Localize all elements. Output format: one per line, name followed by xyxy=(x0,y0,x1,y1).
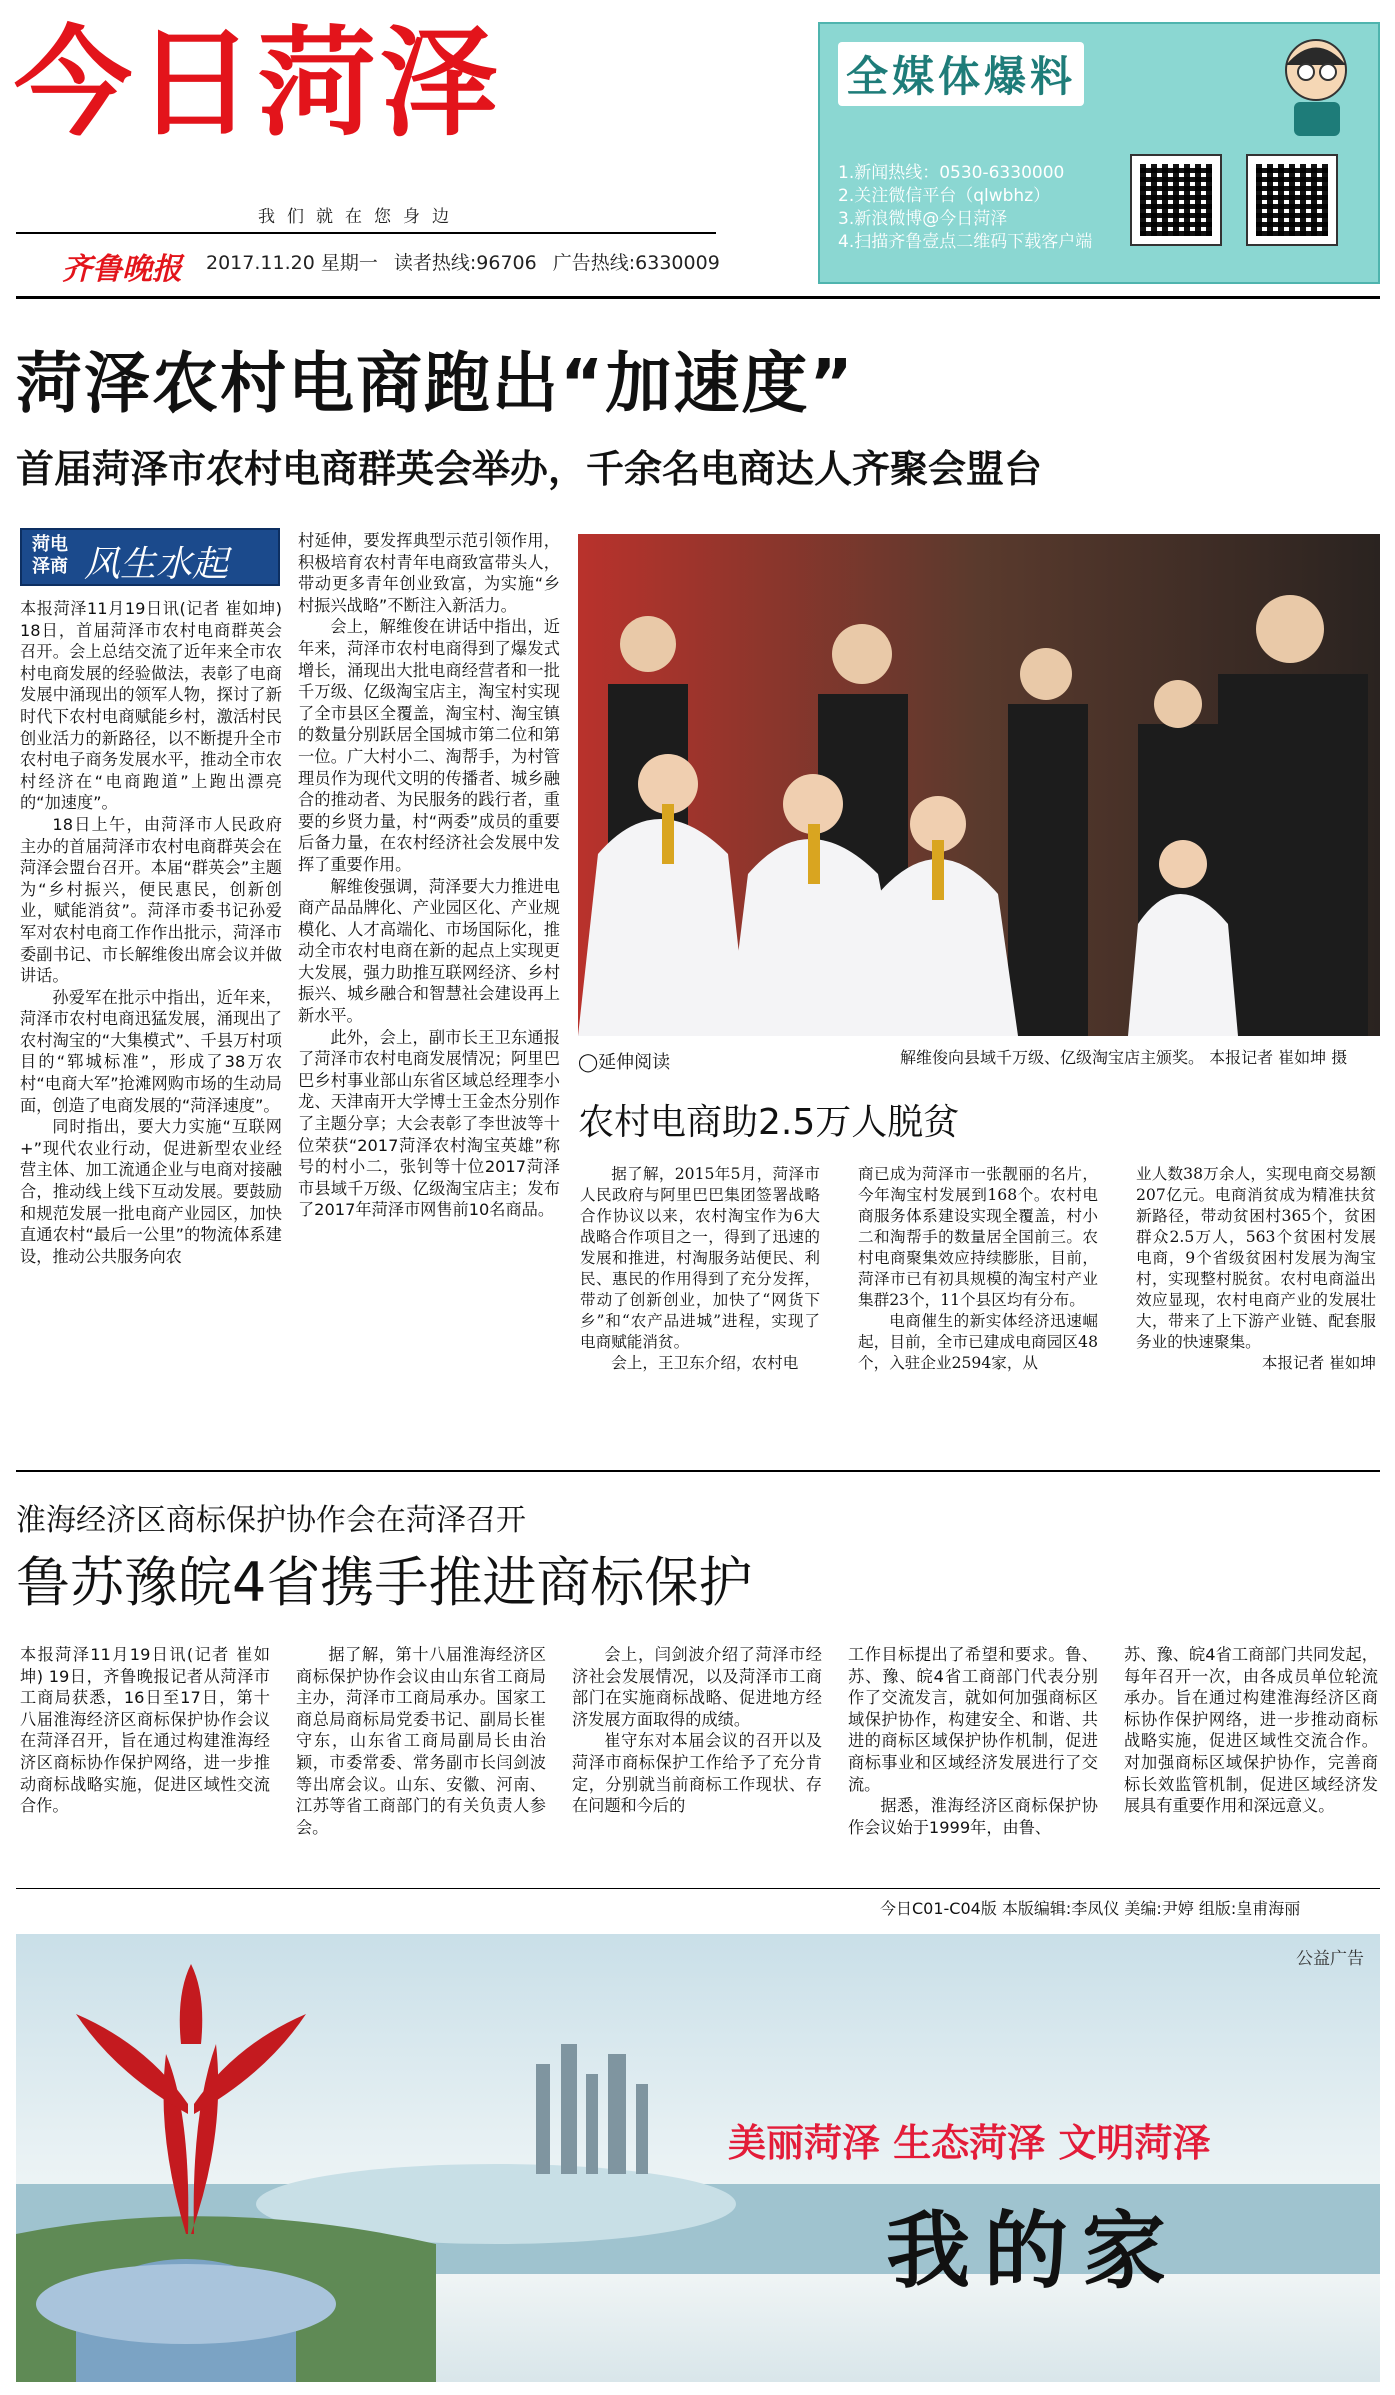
mascot-icon xyxy=(1266,30,1366,140)
paragraph: 据悉，淮海经济区商标保护协作会议始于1999年，由鲁、 xyxy=(848,1796,1098,1837)
side-headline: 农村电商助2.5万人脱贫 xyxy=(578,1102,960,1143)
award-photo xyxy=(578,534,1380,1036)
lead-column-1 xyxy=(20,598,282,1267)
paragraph: 业人数38万余人，实现电商交易额207亿元。电商消贫成为精准扶贫新路径，带动贫困村365个，贫困群众2.5万人，563个贫困村发展电商，9个省级贫困村发展为淘宝村，实现整村脱贫。农村电商溢出效应显现，农村电商产业的发展壮大，带来了上下游产业链、配套服务业的快速聚集。 xyxy=(1136,1165,1376,1351)
media-line: 2.关注微信平台（qlwbhz） xyxy=(838,186,1051,206)
paragraph: 此外，会上，副市长王卫东通报了菏泽市农村电商发展情况；阿里巴巴乡村事业部山东省区域总经理李小龙、天津南开大学博士王金杰分别作了主题分享；大会表彰了李世波等十位荣获“2017菏泽农村淘宝英雄”称号的村小二，张钊等十位2017菏泽市县域千万级、亿级淘宝店主；发布了2017年菏泽市网售前10名商品。 xyxy=(298,1027,560,1220)
award-ceremony-image xyxy=(578,534,1380,1036)
second-column-3 xyxy=(572,1644,822,1817)
reader-hotline: 读者热线:96706 xyxy=(393,252,537,274)
media-box xyxy=(818,22,1380,284)
public-service-ad xyxy=(16,1934,1380,2382)
side-column-3 xyxy=(1136,1164,1376,1374)
mid-divider xyxy=(16,1470,1380,1472)
paragraph: 苏、豫、皖4省工商部门共同发起，每年召开一次，由各成员单位轮流承办。旨在通过构建淮海经济区商标协作保护网络，进一步推动商标战略实施，促进区域性交流合作。对加强商标区域保护协作，完善商标长效监管机制，促进区域经济发展具有重要作用和深远意义。 xyxy=(1124,1645,1378,1816)
qr-code-icon xyxy=(1130,154,1222,246)
paragraph: 据了解，第十八届淮海经济区商标保护协作会议由山东省工商局主办，菏泽市工商局承办。国家工商总局商标局党委书记、副局长崔守东，山东省工商局副局长由治颖，市委常委、常务副市长闫剑波等出席会议。山东、安徽、河南、江苏等省工商部门的有关负责人参会。 xyxy=(296,1645,546,1837)
ad-home-text: 我的家 xyxy=(886,2201,1181,2300)
issue-line xyxy=(206,248,720,275)
second-column-2 xyxy=(296,1644,546,1838)
media-box-lines xyxy=(838,162,1092,254)
masthead-rule xyxy=(16,232,716,234)
extended-reading-label xyxy=(578,1048,670,1074)
credits-divider xyxy=(16,1888,1380,1889)
paragraph: 18日上午，由菏泽市人民政府主办的首届菏泽市农村电商群英会在菏泽会盟台召开。本届“群英会”主题为“乡村振兴，便民惠民，创新创业，赋能消贫”。菏泽市委书记孙爱军对农村电商工作作出批示，菏泽市委副书记、市长解维俊出席会议并做讲话。 xyxy=(20,814,282,986)
second-column-5 xyxy=(1124,1644,1378,1817)
masthead-slogan: 我们就在您身边 xyxy=(258,207,461,227)
photo-caption: 解维俊向县域千万级、亿级淘宝店主颁奖。 本报记者 崔如坤 摄 xyxy=(900,1048,1348,1067)
media-line: 3.新浪微博@今日菏泽 xyxy=(838,209,1008,229)
media-box-title: 全媒体爆料 xyxy=(838,42,1084,106)
byline: 本报记者 崔如坤 xyxy=(1261,1354,1376,1372)
lead-headline: 菏泽农村电商跑出“加速度” xyxy=(16,345,855,422)
qr-code-icon xyxy=(1246,154,1338,246)
second-headline: 鲁苏豫皖4省携手推进商标保护 xyxy=(16,1551,753,1614)
ad-slogan: 美丽菏泽 生态菏泽 文明菏泽 xyxy=(728,2121,1211,2165)
masthead-title: 今日菏泽 xyxy=(14,14,503,152)
paper-logo: 齐鲁晚报 xyxy=(62,252,182,287)
paragraph: 工作目标提出了希望和要求。鲁、苏、豫、皖4省工商部门代表分别作了交流发言，就如何加强商标区域保护协作，构建安全、和谐、共进的商标区域保护协作机制，促进商标事业和区域经济发展进行了交流。 xyxy=(848,1645,1098,1794)
paragraph: 会上，闫剑波介绍了菏泽市经济社会发展情况，以及菏泽市工商部门在实施商标战略、促进地方经济发展方面取得的成绩。 xyxy=(572,1645,822,1729)
issue-date: 2017.11.20 星期一 xyxy=(206,252,378,274)
paragraph: 同时指出，要大力实施“互联网+”现代农业行动，促进新型农业经营主体、加工流通企业与电商对接融合，推动线上线下互动发展。要鼓励和规范发展一批电商产业园区，加快直通农村“最后一公里”的物流体系建设，推动公共服务向农 xyxy=(20,1117,282,1266)
media-line: 1.新闻热线：0530-6330000 xyxy=(838,163,1065,183)
lead-subheadline: 首届菏泽市农村电商群英会举办，千余名电商达人齐聚会盟台 xyxy=(16,447,1043,491)
paragraph: 商已成为菏泽市一张靓丽的名片，今年淘宝村发展到168个。农村电商服务体系建设实现全覆盖，村小二和淘帮手的数量居全国前三。农村电商聚集效应持续膨胀，目前，菏泽市已有初具规模的淘宝村产业集群23个，11个县区均有分布。 xyxy=(858,1165,1098,1309)
paragraph: 本报菏泽11月19日讯(记者 崔如坤) 18日，首届菏泽市农村电商群英会召开。会上总结交流了近年来全市农村电商发展的经验做法，表彰了电商发展中涌现出的领军人物，探讨了新时代下农村电商赋能乡村，激活村民创业活力的新路径，以不断提升全市农村电子商务发展水平，推动全市农村经济在“电商跑道”上跑出漂亮的“加速度”。 xyxy=(20,599,282,813)
paragraph: 电商催生的新实体经济迅速崛起，目前，全市已建成电商园区48个，入驻企业2594家，从 xyxy=(858,1312,1098,1372)
second-column-4 xyxy=(848,1644,1098,1838)
page-credits: 今日C01-C04版 本版编辑:李凤仪 美编:尹婷 组版:皇甫海丽 xyxy=(880,1899,1301,1918)
column-tag-right: 风生水起 xyxy=(84,544,229,585)
paragraph: 会上，王卫东介绍，农村电 xyxy=(611,1354,799,1372)
side-column-2 xyxy=(858,1164,1098,1374)
paragraph: 解维俊强调，菏泽要大力推进电商产品品牌化、产业园区化、产业规模化、人才高端化、市场国际化，推动全市农村电商在新的起点上实现更大发展，强力助推互联网经济、乡村振兴、城乡融合和智慧社会建设再上新水平。 xyxy=(298,876,560,1026)
side-column-1 xyxy=(580,1164,820,1374)
second-kicker: 淮海经济区商标保护协作会在菏泽召开 xyxy=(16,1503,526,1538)
paragraph: 本报菏泽11月19日讯(记者 崔如坤) 19日，齐鲁晚报记者从菏泽市工商局获悉，16日至17日，第十八届淮海经济区商标保护协作会议在菏泽召开，旨在通过构建淮海经济区商标协作保护网络，进一步推动商标战略实施，促进区域性交流合作。 xyxy=(20,1645,270,1816)
paragraph: 据了解，2015年5月，菏泽市人民政府与阿里巴巴集团签署战略合作协议以来，农村淘宝作为6大战略合作项目之一，得到了迅速的发展和推进，村淘服务站便民、利民、惠民的作用得到了充分发挥，带动了创新创业，加快了“网货下乡”和“农产品进城”进程，实现了电商赋能消贫。 xyxy=(580,1165,820,1351)
paragraph: 孙爱军在批示中指出，近年来，菏泽市农村电商迅猛发展，涌现出了农村淘宝的“大集模式”、千县万村项目的“郓城标准”，形成了38万农村“电商大军”抢滩网购市场的生动局面，创造了电商发展的“菏泽速度”。 xyxy=(20,987,282,1115)
extended-reading-text: 延伸阅读 xyxy=(598,1052,671,1073)
paragraph: 崔守东对本届会议的召开以及菏泽市商标保护工作给予了充分肯定，分别就当前商标工作现状、存在问题和今后的 xyxy=(572,1731,822,1816)
media-line: 4.扫描齐鲁壹点二维码下载客户端 xyxy=(838,232,1093,252)
second-column-1 xyxy=(20,1644,270,1817)
ad-hotline: 广告热线:6330009 xyxy=(552,252,720,274)
circle-icon: ◯ xyxy=(578,1052,599,1073)
top-divider xyxy=(16,296,1380,299)
paragraph: 会上，解维俊在讲话中指出，近年来，菏泽市农村电商得到了爆发式增长，涌现出大批电商经营者和一批千万级、亿级淘宝店主，淘宝村实现了全市县区全覆盖，淘宝村、淘宝镇的数量分别跃居全国城市第二位和第一位。广大村小二、淘帮手，为村管理员作为现代文明的传播者、城乡融合的推动者、为民服务的践行者，重要的乡贤力量，村“两委”成员的重要后备力量，在农村经济社会发展中发挥了重要作用。 xyxy=(298,617,560,874)
paragraph: 村延伸，要发挥典型示范引领作用，积极培育农村青年电商致富带头人，带动更多青年创业致富，为实施“乡村振兴战略”不断注入新活力。 xyxy=(298,531,560,615)
column-tag-left: 菏电 泽商 xyxy=(32,534,68,577)
lead-column-2 xyxy=(298,530,560,1221)
ad-label: 公益广告 xyxy=(1296,1949,1364,1969)
column-tag xyxy=(20,528,280,586)
